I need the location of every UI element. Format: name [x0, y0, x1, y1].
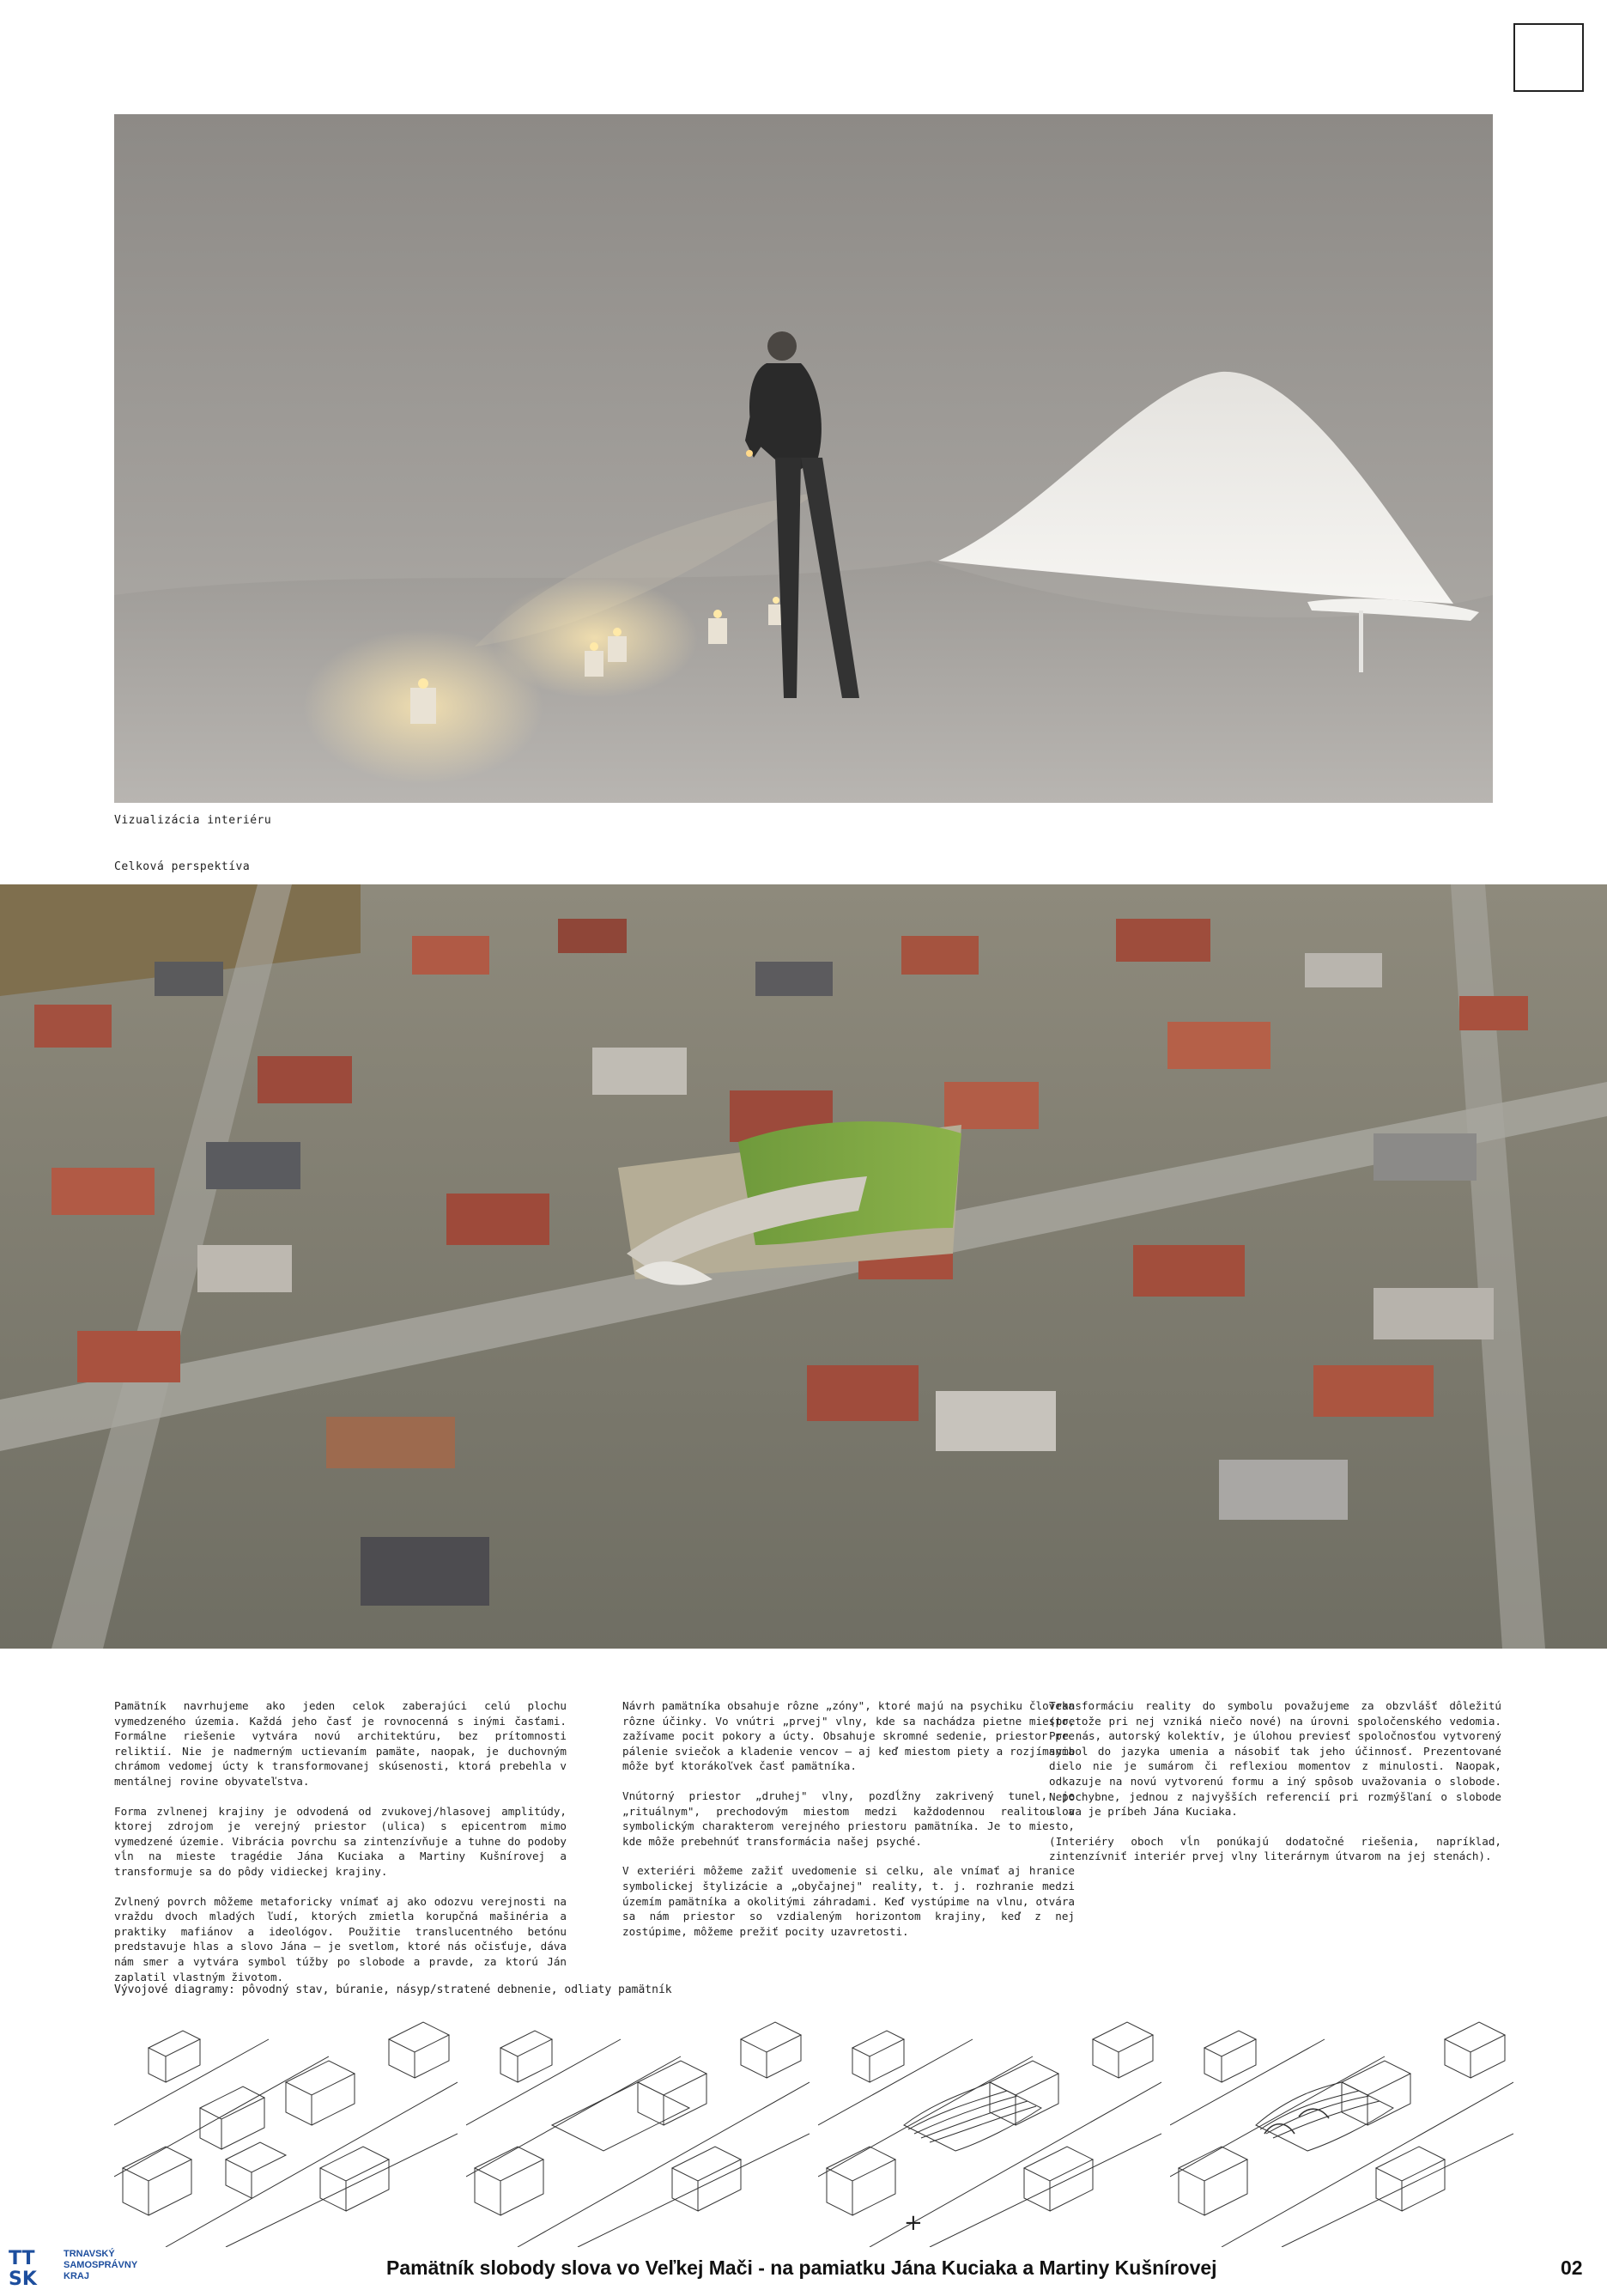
- paragraph: Forma zvlnenej krajiny je odvodená od zvukovej/hlasovej amplitúdy, ktorej zdrojom je verejný priestor (ulica) s epicentrom mimo vymedzené územie. Vibrácia povrchu sa zintenzívňuje a tuhne do podoby vĺn na mieste tragédie Jána Kuciaka a Martiny Kušnírovej a transformuje sa do pôdy vidieckej krajiny.: [114, 1804, 567, 1878]
- page-number: 02: [1561, 2257, 1583, 2279]
- svg-text:SK: SK: [9, 2269, 37, 2288]
- paragraph: Zvlnený povrch môžeme metaforicky vnímať aj ako odozvu verejnosti na vraždu dvoch mladých ľudí, ktorých zmietla korupčná mašinéria a praktiky mafiánov a ideológov. Použitie translucentného betónu predstavuje hlas a slovo Jána – je svetlom, ktoré nás očisťuje, dáva nám smer a vytvára symbol túžby po slobode a pravde, za ktorú Ján zaplatil vlastným životom.: [114, 1894, 567, 1983]
- paragraph: Vnútorný priestor „druhej" vlny, pozdĺžny zakrivený tunel, je „rituálnym", prechodovým miestom medzi každodennou realitou a symbolickým charakterom verejného priestoru pamätníka. Je to miesto, kde môže prebehnúť transformácia našej psyché.: [622, 1789, 1075, 1848]
- paragraph: Transformáciu reality do symbolu považujeme za obzvlášť dôležitú (pretože pri nej vzniká niečo nové) na úrovni spoločenského vedomia. Pre nás, autorský kolektív, je úlohou previesť spoločnosťou vytvorený symbol do jazyka umenia a násobiť tak jeho účinnosť. Prezentované dielo nie je sumárom či reflexiou momentov z minulosti. Naopak, odkazuje na novú vytvorenú formu a iný spôsob uvažovania o slobode. Nepochybne, jednou z najvyšších referencií pri rozmýšľaní o slobode slova je príbeh Jána Kuciaka.: [1049, 1699, 1501, 1819]
- svg-text:TT: TT: [9, 2248, 35, 2269]
- diagram-fill-formwork: [818, 2005, 1161, 2247]
- caption-interior: Vizualizácia interiéru: [114, 814, 272, 827]
- logo-mark-icon: [7, 2245, 58, 2288]
- text-column-2: [622, 1698, 1075, 1953]
- aerial-render: [0, 884, 1607, 1649]
- paragraph: Pamätník navrhujeme ako jeden celok zaberajúci celú plochu vymedzeného územia. Každá jeho časť je rovnocenná s inými časťami. Formálne riešenie vytvára novú architektúru, bez prítomnosti reliktií. Nie je nadmerným uctievaním pamäte, naopak, je duchovným chrámom vedomej úcty k transformovanej skúsenosti, ktorá prebehla v mentálnej rovine obyvateľstva.: [114, 1699, 567, 1788]
- diagram-demolition: [466, 2005, 810, 2247]
- trnavsky-kraj-logo: [7, 2245, 161, 2290]
- plus-mark: +: [904, 2210, 923, 2236]
- page-title: Pamätník slobody slova vo Veľkej Mači - na pamiatku Jána Kuciaka a Martiny Kušnírovej: [386, 2257, 1217, 2279]
- paragraph: Návrh pamätníka obsahuje rôzne „zóny", ktoré majú na psychiku človeka rôzne účinky. Vo vnútri „prvej" vlny, kde sa nachádza pietne miesto, zažívame pocit pokory a úcty. Obsahuje skromné sedenie, priestor pre pálenie sviečok a kladenie vencov – aj keď miestom piety a rozjímania môže byť ktorákoľvek časť pamätníka.: [622, 1699, 1075, 1773]
- diagram-original-state: [114, 2005, 458, 2247]
- caption-perspective: Celková perspektíva: [114, 860, 251, 873]
- interior-visualization: [114, 114, 1493, 803]
- text-column-1: [114, 1698, 567, 1999]
- frame-corner-box: [1513, 23, 1584, 92]
- diagram-cast-memorial: [1170, 2005, 1513, 2247]
- aerial-perspective: [0, 884, 1607, 1649]
- interior-render: [114, 114, 1493, 803]
- paragraph: (Interiéry oboch vĺn ponúkajú dodatočné riešenia, napríklad, zintenzívniť interiér prvej vlny literárnym útvarom na jej stenách).: [1049, 1834, 1501, 1863]
- paragraph: V exteriéri môžeme zažiť uvedomenie si celku, ale vnímať aj hranice symbolickej štylizácie a „obyčajnej" reality, t. j. rozhranie medzi územím pamätníka a okolitými záhradami. Keď vystúpime na vlnu, otvára sa nám priestor so vzdialeným horizontom krajiny, keď z nej zostúpime, môžeme prežiť pocity uzavretosti.: [622, 1864, 1075, 1938]
- text-column-3: [1049, 1698, 1501, 1879]
- logo-text: TRNAVSKÝ SAMOSPRÁVNY KRAJ: [64, 2249, 138, 2281]
- caption-diagrams: Vývojové diagramy: pôvodný stav, búranie, násyp/stratené debnenie, odliaty pamätník: [114, 1983, 672, 1996]
